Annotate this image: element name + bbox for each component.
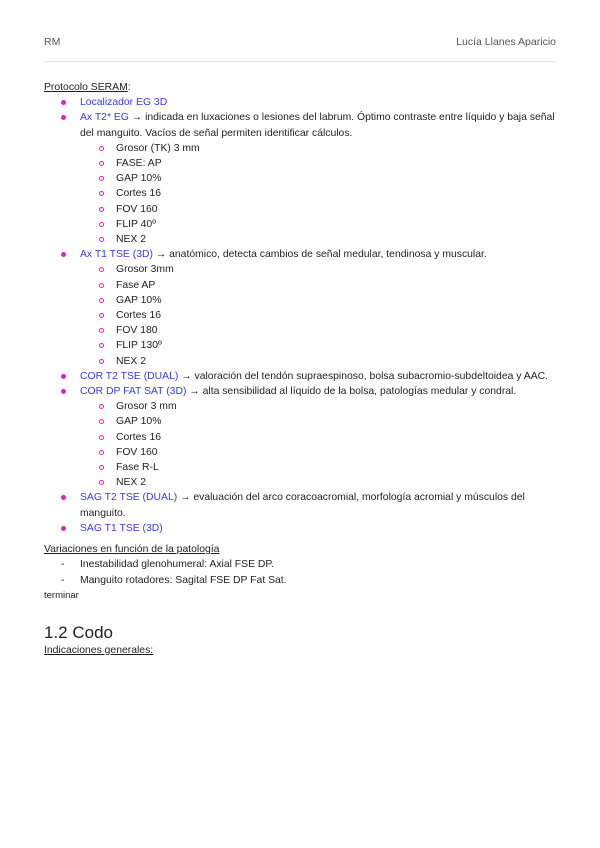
variation-item: - Manguito rotadores: Sagital FSE DP Fat Sat. bbox=[44, 573, 560, 588]
parameter-list bbox=[80, 141, 560, 247]
sequence-description: → indicada en luxaciones o lesiones del labrum. Óptimo contraste entre líquido y baja señal del manguito. Vacíos de señal permiten identificar cálculos. bbox=[80, 112, 555, 139]
sequence-name: Ax T2* EG bbox=[80, 112, 129, 124]
variation-item: - Inestabilidad glenohumeral: Axial FSE DP. bbox=[44, 557, 560, 572]
parameter-item: Grosor 3mm bbox=[80, 262, 560, 277]
parameter-item: NEX 2 bbox=[80, 475, 560, 490]
parameter-item: GAP 10% bbox=[80, 293, 560, 308]
parameter-item: Fase R-L bbox=[80, 460, 560, 475]
parameter-item: GAP 10% bbox=[80, 171, 560, 186]
protocol-list bbox=[44, 95, 560, 536]
protocol-item bbox=[44, 384, 560, 490]
parameter-item: Grosor (TK) 3 mm bbox=[80, 141, 560, 156]
parameter-item: Cortes 16 bbox=[80, 430, 560, 445]
header-author: Lucía Llanes Aparicio bbox=[456, 36, 556, 48]
protocol-item bbox=[44, 490, 560, 520]
parameter-item: GAP 10% bbox=[80, 414, 560, 429]
sequence-description: → alta sensibilidad al líquido de la bolsa, patologías medular y condral. bbox=[186, 386, 517, 398]
parameter-item: FLIP 40º bbox=[80, 217, 560, 232]
parameter-item: Cortes 16 bbox=[80, 308, 560, 323]
page-header bbox=[44, 36, 556, 48]
sequence-name: SAG T1 TSE (3D) bbox=[80, 522, 163, 534]
section-subheading: Indicaciones generales: bbox=[44, 644, 154, 656]
header-left: RM bbox=[44, 36, 61, 48]
parameter-item: Fase AP bbox=[80, 278, 560, 293]
section-title: 1.2 Codo bbox=[44, 622, 113, 642]
protocol-item bbox=[44, 110, 560, 247]
parameter-list bbox=[80, 262, 560, 368]
variations-heading: Variaciones en función de la patología bbox=[44, 544, 220, 556]
parameter-item: FOV 160 bbox=[80, 445, 560, 460]
sequence-description: → valoración del tendón supraespinoso, bolsa subacromio-subdeltoidea y AAC. bbox=[178, 370, 549, 382]
sequence-description: → evaluación del arco coracoacromial, morfología acromial y músculos del manguito. bbox=[80, 492, 525, 519]
parameter-item: FASE: AP bbox=[80, 156, 560, 171]
parameter-item: NEX 2 bbox=[80, 232, 560, 247]
sequence-name: Ax T1 TSE (3D) bbox=[80, 249, 153, 261]
parameter-list bbox=[80, 399, 560, 490]
sequence-name: Localizador EG 3D bbox=[80, 97, 168, 109]
sequence-description: → anatómico, detecta cambios de señal medular, tendinosa y muscular. bbox=[152, 249, 487, 261]
parameter-item: FOV 160 bbox=[80, 202, 560, 217]
note-text: terminar bbox=[44, 589, 79, 601]
protocol-heading: Protocolo SERAM: bbox=[44, 82, 131, 93]
protocol-item bbox=[44, 521, 560, 536]
parameter-item: FLIP 130º bbox=[80, 338, 560, 353]
variations-list bbox=[44, 557, 560, 587]
sequence-name: SAG T2 TSE (DUAL) bbox=[80, 492, 178, 504]
parameter-item: FOV 180 bbox=[80, 323, 560, 338]
document-body bbox=[44, 80, 560, 658]
protocol-item bbox=[44, 247, 560, 369]
parameter-item: NEX 2 bbox=[80, 354, 560, 369]
header-divider bbox=[44, 61, 556, 62]
sequence-name: COR DP FAT SAT (3D) bbox=[80, 386, 187, 398]
sequence-name: COR T2 TSE (DUAL) bbox=[80, 370, 179, 382]
protocol-item bbox=[44, 95, 560, 110]
parameter-item: Grosor 3 mm bbox=[80, 399, 560, 414]
protocol-item bbox=[44, 369, 560, 384]
parameter-item: Cortes 16 bbox=[80, 186, 560, 201]
